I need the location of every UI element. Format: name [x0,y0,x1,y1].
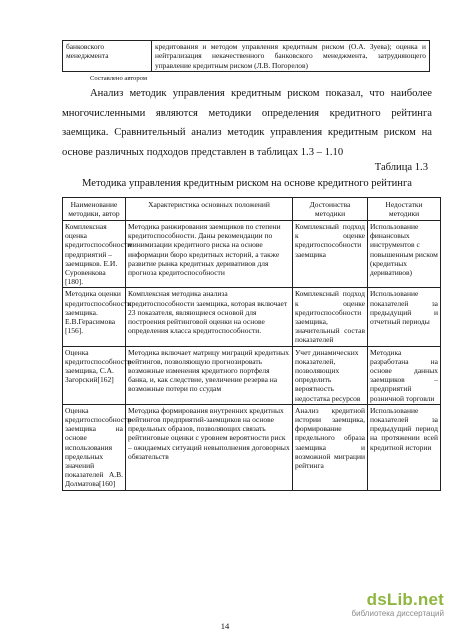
advantages-cell: Комплексный подход к оценке кредитоспособности заемщика, значительный состав показателей [293,288,368,346]
table-number: Таблица 1.3 [374,162,428,173]
method-name-cell: Методика оценки кредитоспособности заемщика. Е.В.Герасимова [156]. [63,288,126,346]
header-cell: Достоинства методики [293,198,368,221]
description-cell: Методика включает матрицу миграций кредитных рейтингов, позволяющую прогнозировать возможные изменения кредитного портфеля банка, и, как следствие, увеличение резерва на возможные потери по ссудам [126,346,293,404]
header-cell: Характеристика основных положений [126,198,293,221]
table-cell: кредитования и методом управления кредитным риском (О.А. Зуева); оценка и нейтрализация некачественного банковского менеджмента, затрудняющего управление кредитным риском (Л.В. Погорелов) [152,41,430,72]
description-cell: Комплексная методика анализа кредитоспособности заемщика, которая включает 23 показателя, являющиеся основой для построения рейтинговой оценки на основе определения класса кредитоспособности. [126,288,293,346]
disadvantages-cell: Использование финансовых инструментов с повышенным риском (кредитных деривативов) [368,221,441,288]
table-row [63,221,441,288]
table-cell: банковского менеджмента [63,41,152,72]
page-number: 14 [220,621,230,631]
body-paragraph [62,84,432,162]
watermark [294,590,444,618]
method-name-cell: Комплексная оценка кредитоспособности предприятий – заемщиков. Е.И. Суровенкова [180]. [63,221,126,288]
watermark-logo: dsLib.net [366,590,444,609]
disadvantages-cell: Методика разработана на основе данных заемщиков – предприятий розничной торговли [368,346,441,404]
table-row [63,404,441,490]
advantages-cell: Комплексный подход к оценке кредитоспособности заемщика [293,221,368,288]
continued-table [62,40,430,72]
table-row [63,41,430,72]
method-name-cell: Оценка кредитоспособности заемщика, С.А. Загорский[162] [63,346,126,404]
watermark-subtitle: библиотека диссертаций [351,609,444,618]
advantages-cell: Анализ кредитной истории заемщика, формирование предельного образа заемщика и возможной миграции рейтинга [293,404,368,490]
table-title: Методика управления кредитным риском на основе кредитного рейтинга [81,178,412,189]
description-cell: Методика формирования внутренних кредитных рейтингов предприятий-заемщиков на основе предельных образов, позволяющих связать рейтинговые оценки с уровнем вероятности риск – ожидаемых ситуаций невыполнения договорных обязательств [126,404,293,490]
description-cell: Методика ранжирования заемщиков по степени кредитоспособности. Даны рекомендации по минимизации кредитного риска на основе информации бюро кредитных историй, а также развитие рынка кредитных деривативов для прогноза кредитоспособности [126,221,293,288]
table-header-row [63,198,441,221]
methods-table [62,197,441,491]
method-name-cell: Оценка кредитоспособности заемщика на основе использования предельных значений показателей А.В. Долматова[160] [63,404,126,490]
header-cell: Недостатки методики [368,198,441,221]
header-cell: Наименование методики, автор [63,198,126,221]
source-note: Составлено автором [90,75,147,82]
advantages-cell: Учет динамических показателей, позволяющих определить вероятность недостатка ресурсов [293,346,368,404]
disadvantages-cell: Использование показателей за предыдущий период на протяжении всей кредитной истории [368,404,441,490]
disadvantages-cell: Использование показателей за предыдущий и отчетный периоды [368,288,441,346]
table-row [63,346,441,404]
table-row [63,288,441,346]
paragraph-text: Анализ методик управления кредитным риском показал, что наиболее многочисленными являются методики определения кредитного рейтинга заемщика. Сравнительный анализ методик управления кредитным риском на основе различных подходов представлен в таблицах 1.3 – 1.10 [62,88,432,158]
